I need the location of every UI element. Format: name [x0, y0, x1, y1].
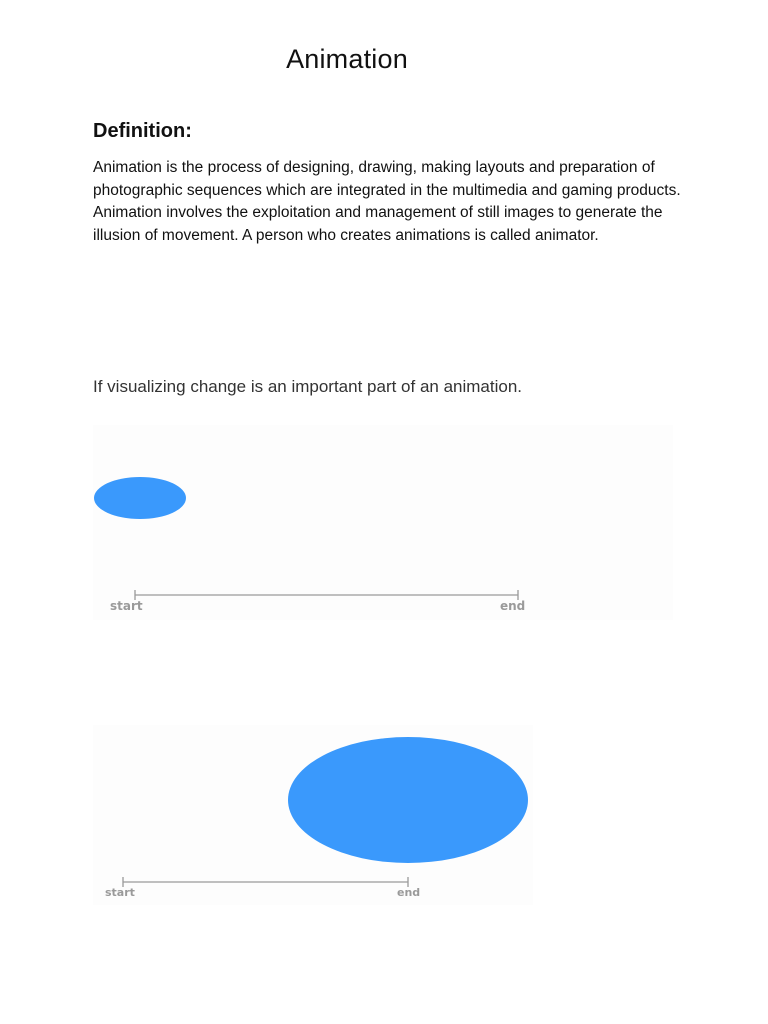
animation-frame-end — [93, 725, 533, 905]
page-title: Animation — [286, 44, 408, 74]
definition-heading: Definition: — [93, 120, 192, 142]
timeline-end-label: end — [397, 886, 421, 899]
definition-paragraph: Animation is the process of designing, drawing, making layouts and preparation of photographic sequences which are integrated in the multimedia and gaming products. Animation involves the exploitation and management of still images to generate the illusion of movement. A person who creates animations is called animator. — [93, 159, 681, 244]
timeline-start-label: start — [110, 599, 143, 613]
animation-frame-start — [93, 425, 673, 620]
timeline-end-label: end — [500, 599, 526, 613]
timeline-start-label: start — [105, 886, 135, 899]
animated-ellipse — [288, 737, 528, 863]
figure-caption: If visualizing change is an important part of an animation. — [93, 377, 523, 396]
animated-ellipse — [94, 477, 186, 519]
figure-background — [93, 425, 673, 620]
